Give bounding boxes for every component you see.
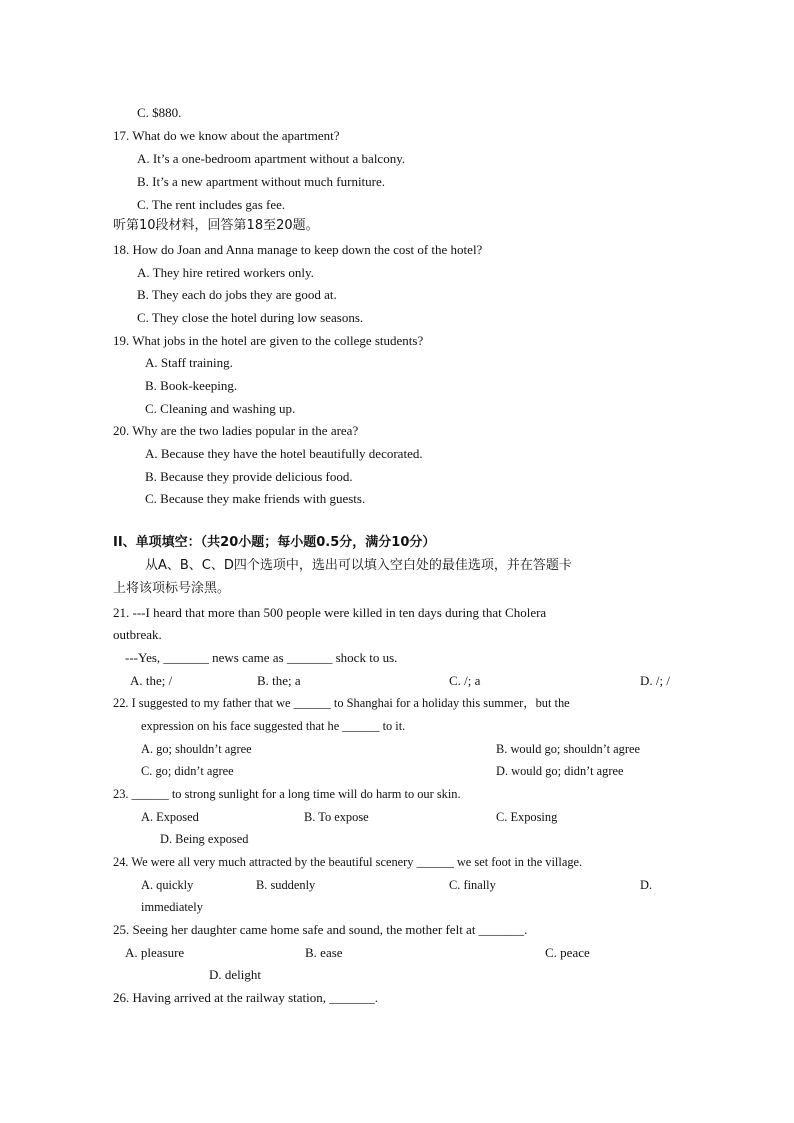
q17-stem: 17. What do we know about the apartment? bbox=[113, 128, 340, 143]
q22-stem-line2: expression on his face suggested that he ______ to it. bbox=[141, 719, 406, 733]
q22-option-a: A. go; shouldn’t agree bbox=[141, 742, 252, 756]
q26-stem: 26. Having arrived at the railway station, _______. bbox=[113, 990, 378, 1005]
q18-option-b: B. They each do jobs they are good at. bbox=[137, 287, 337, 302]
q19-option-a: A. Staff training. bbox=[145, 355, 233, 370]
q23-stem: 23. ______ to strong sunlight for a long time will do harm to our skin. bbox=[113, 787, 461, 801]
q19-option-c: C. Cleaning and washing up. bbox=[145, 401, 296, 416]
q20-stem: 20. Why are the two ladies popular in the area? bbox=[113, 423, 359, 438]
part2-instruction-line1: 从A、B、C、D四个选项中，选出可以填入空白处的最佳选项，并在答题卡 bbox=[145, 558, 572, 573]
q22-stem-line1: 22. I suggested to my father that we ______ to Shanghai for a holiday this summer，but the bbox=[113, 696, 570, 710]
q19-option-b: B. Book-keeping. bbox=[145, 378, 238, 393]
q24-option-d-label: D. bbox=[640, 878, 653, 892]
q23-option-a: A. Exposed bbox=[141, 810, 199, 824]
section10-instruction: 听第10段材料，回答第18至20题。 bbox=[113, 218, 319, 233]
q18-stem: 18. How do Joan and Anna manage to keep down the cost of the hotel? bbox=[113, 242, 483, 257]
q16-option-c: C. $880. bbox=[137, 105, 182, 120]
q24-option-d-text: immediately bbox=[141, 900, 203, 914]
q17-option-b: B. It’s a new apartment without much furniture. bbox=[137, 174, 386, 189]
q17-option-a: A. It’s a one-bedroom apartment without a balcony. bbox=[137, 151, 406, 166]
q24-option-a: A. quickly bbox=[141, 878, 194, 892]
q24-stem: 24. We were all very much attracted by the beautiful scenery ______ we set foot in the village. bbox=[113, 855, 583, 869]
q18-option-a: A. They hire retired workers only. bbox=[137, 265, 314, 280]
part2-instruction-line2: 上将该项标号涂黑。 bbox=[113, 581, 231, 596]
q18-option-c: C. They close the hotel during low seasons. bbox=[137, 310, 364, 325]
q21-option-d: D. /; / bbox=[640, 673, 670, 688]
q25-option-b: B. ease bbox=[305, 945, 343, 960]
q22-option-c: C. go; didn’t agree bbox=[141, 764, 234, 778]
q21-option-a: A. the; / bbox=[130, 673, 173, 688]
q22-option-d: D. would go; didn’t agree bbox=[496, 764, 624, 778]
q21-option-c: C. /; a bbox=[449, 673, 481, 688]
q25-option-c: C. peace bbox=[545, 945, 590, 960]
part2-heading: II、单项填空：（共20小题；每小题0.5分，满分10分） bbox=[113, 535, 436, 550]
q21-option-b: B. the; a bbox=[257, 673, 301, 688]
q20-option-a: A. Because they have the hotel beautifully decorated. bbox=[145, 446, 423, 461]
q24-option-c: C. finally bbox=[449, 878, 496, 892]
q25-option-a: A. pleasure bbox=[125, 945, 185, 960]
q25-option-d: D. delight bbox=[209, 967, 261, 982]
q21-stem-line3: ---Yes, _______ news came as _______ shock to us. bbox=[125, 650, 398, 665]
q20-option-b: B. Because they provide delicious food. bbox=[145, 469, 353, 484]
q22-option-b: B. would go; shouldn’t agree bbox=[496, 742, 640, 756]
q21-stem-line2: outbreak. bbox=[113, 627, 162, 642]
q19-stem: 19. What jobs in the hotel are given to the college students? bbox=[113, 333, 424, 348]
q23-option-b: B. To expose bbox=[304, 810, 369, 824]
q24-option-b: B. suddenly bbox=[256, 878, 316, 892]
q21-stem-line1: 21. ---I heard that more than 500 people were killed in ten days during that Cholera bbox=[113, 605, 547, 620]
q25-stem: 25. Seeing her daughter came home safe and sound, the mother felt at _______. bbox=[113, 922, 528, 937]
q23-option-c: C. Exposing bbox=[496, 810, 558, 824]
q23-option-d: D. Being exposed bbox=[160, 832, 249, 846]
q20-option-c: C. Because they make friends with guests. bbox=[145, 491, 366, 506]
q17-option-c: C. The rent includes gas fee. bbox=[137, 197, 286, 212]
